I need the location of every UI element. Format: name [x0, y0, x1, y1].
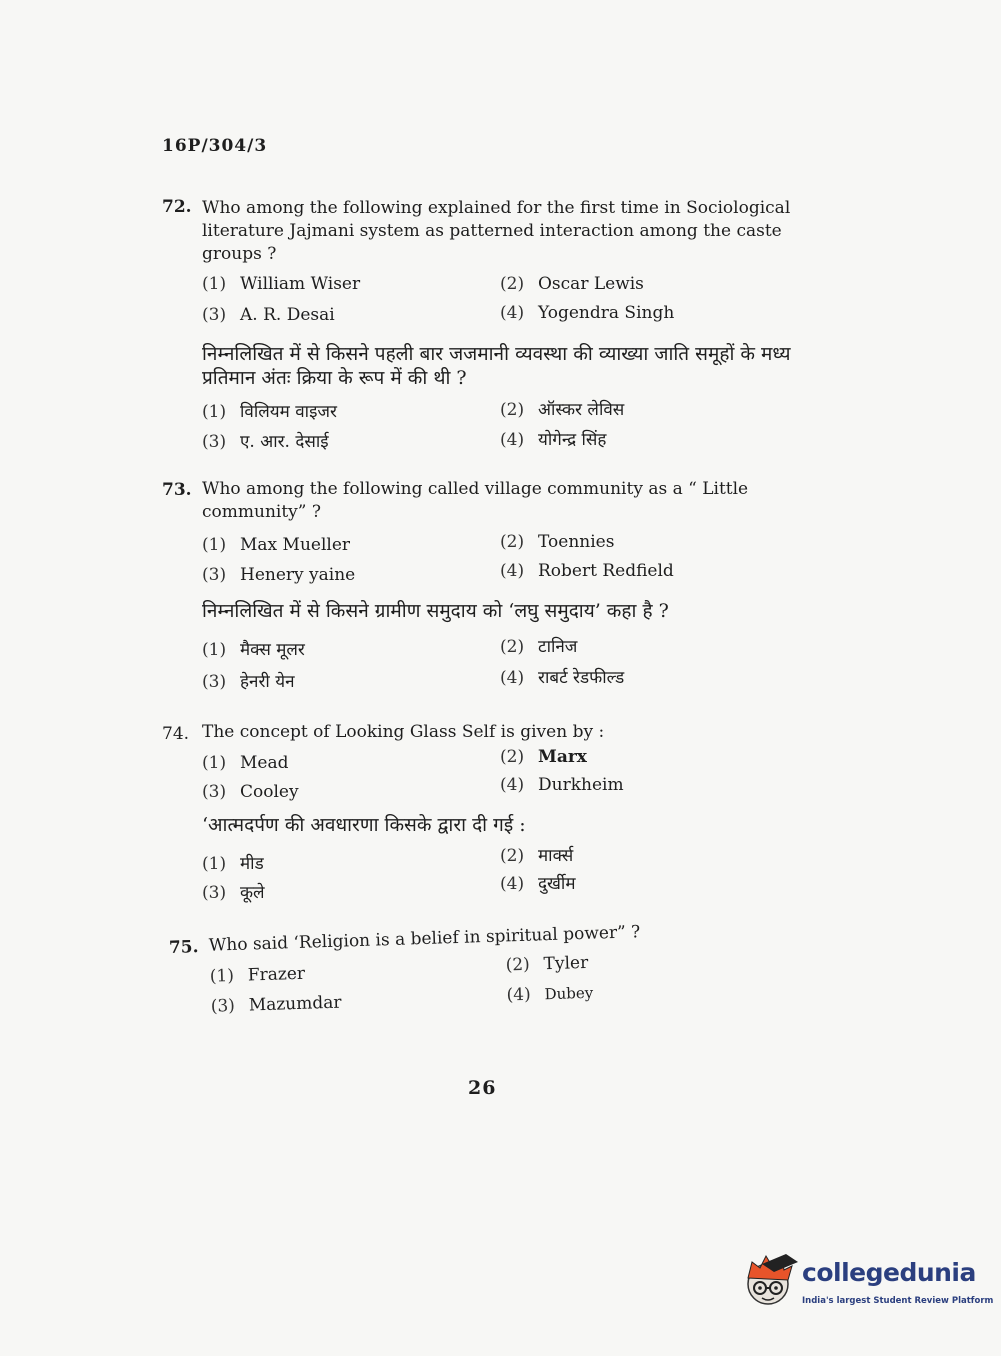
question-text-hi: ‘आत्मदर्पण की अवधारणा किसके द्वारा दी गई :	[202, 814, 526, 836]
brand-tagline: India's largest Student Review Platform	[802, 1296, 994, 1306]
option-4-en: (4) Dubey	[506, 983, 594, 1006]
option-1-en: (1) Frazer	[209, 963, 306, 987]
option-2-hi: (2) टानिज	[500, 637, 578, 657]
option-3-en: (3) Henery yaine	[202, 565, 356, 585]
option-4-en: (4) Yogendra Singh	[500, 303, 675, 323]
option-1-en: (1) William Wiser	[202, 274, 361, 294]
option-2-hi: (2) मार्क्स	[500, 846, 574, 866]
option-3-en: (3) A. R. Desai	[202, 305, 335, 325]
option-4-hi: (4) दुर्खीम	[500, 874, 576, 894]
option-4-en: (4) Durkheim	[500, 775, 624, 795]
question-text-en: Who said ‘Religion is a belief in spiritual power” ?	[208, 922, 641, 956]
mascot-icon	[742, 1250, 800, 1310]
question-text-en: Who among the following explained for the first time in Sociological literature Jajmani system as patterned interaction among the caste groups ?	[202, 198, 791, 264]
option-4-hi: (4) योगेन्द्र सिंह	[500, 430, 607, 450]
question-text-hi: निम्नलिखित में से किसने ग्रामीण समुदाय को ‘लघु समुदाय’ कहा है ?	[202, 600, 669, 622]
question-number: 72.	[162, 197, 192, 217]
option-1-hi: (1) मैक्स मूलर	[202, 640, 305, 660]
option-3-en: (3) Mazumdar	[210, 992, 342, 1017]
question-number: 73.	[162, 480, 192, 500]
question-number: 75.	[168, 937, 199, 958]
option-2-en: (2) Oscar Lewis	[500, 274, 644, 294]
option-2-en: (2) Toennies	[500, 532, 615, 552]
option-3-hi: (3) ए. आर. देसाई	[202, 432, 329, 452]
question-text-en: The concept of Looking Glass Self is given by :	[202, 722, 605, 742]
option-4-hi: (4) राबर्ट रेडफील्ड	[500, 668, 625, 688]
option-3-hi: (3) कूले	[202, 883, 265, 903]
option-1-hi: (1) मीड	[202, 854, 264, 874]
option-2-en: (2) Tyler	[505, 952, 589, 976]
question-number: 74.	[162, 724, 190, 744]
question-text-hi: निम्नलिखित में से किसने पहली बार जजमानी व्यवस्था की व्याख्या जाति समूहों के मध्य प्रतिमान अंतः क्रिया के रूप में की थी ?	[202, 343, 791, 389]
option-2-hi: (2) ऑस्कर लेविस	[500, 400, 625, 420]
option-3-hi: (3) हेनरी येन	[202, 672, 295, 692]
brand-name: collegedunia	[802, 1258, 976, 1287]
option-1-en: (1) Mead	[202, 753, 289, 773]
option-1-hi: (1) विलियम वाइजर	[202, 402, 337, 422]
collegedunia-logo	[742, 1248, 994, 1323]
option-3-en: (3) Cooley	[202, 782, 299, 802]
option-4-en: (4) Robert Redfield	[500, 561, 674, 581]
question-75-block	[168, 903, 651, 1018]
question-text-en: Who among the following called village community as a “ Little community” ?	[202, 479, 749, 522]
paper-code: 16P/304/3	[162, 136, 268, 156]
option-1-en: (1) Max Mueller	[202, 535, 351, 555]
option-2-en: (2) Marx	[500, 747, 587, 767]
page-number: 26	[468, 1077, 497, 1099]
